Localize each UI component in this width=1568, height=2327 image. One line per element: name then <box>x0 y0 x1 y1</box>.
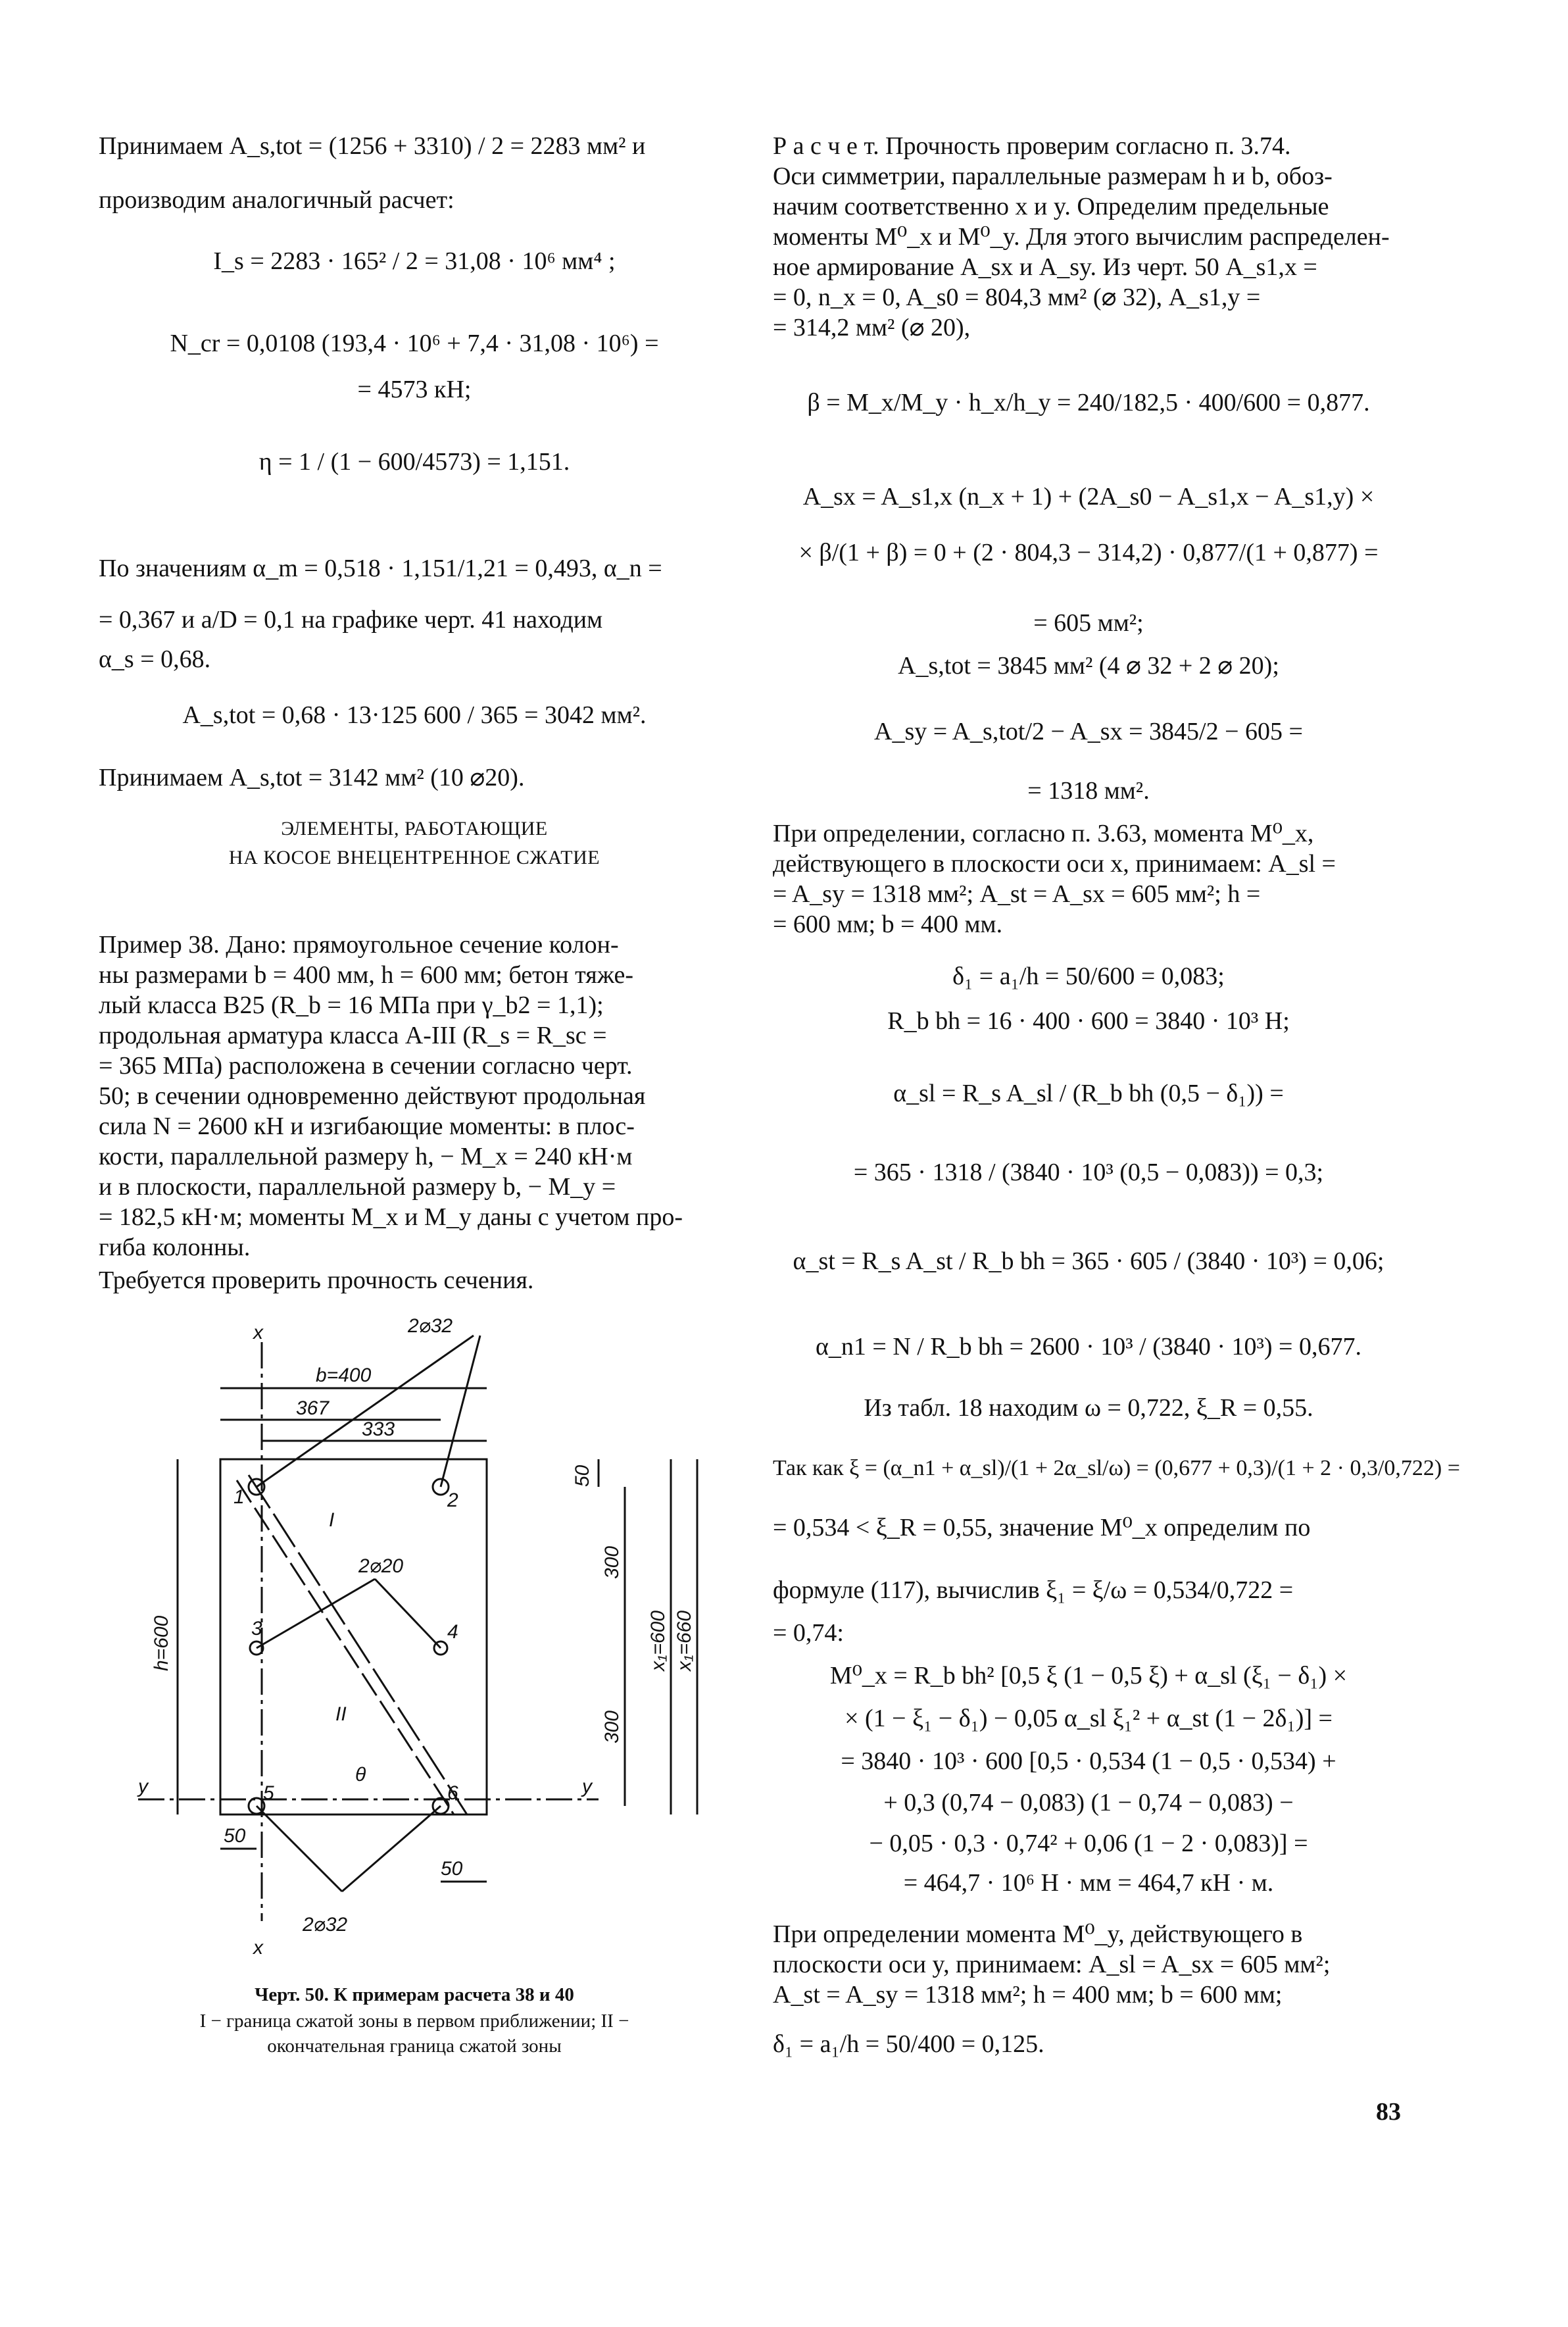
leader-bottom-bars <box>342 1806 441 1891</box>
leader-top-bars <box>257 1336 474 1487</box>
formula-line: α_sl = R_s A_sl / (R_b bh (0,5 − δ₁)) = <box>893 1080 1284 1107</box>
text-line: и в плоскости, параллельной размеру b, − M_y = <box>99 1173 616 1201</box>
formula-line: I_s = 2283 · 165² / 2 = 31,08 · 10⁶ мм⁴ ; <box>213 247 616 275</box>
formula-line: × β/(1 + β) = 0 + (2 · 804,3 − 314,2) · 0,877/(1 + 0,877) = <box>798 539 1379 566</box>
text-line: = 0,74: <box>773 1619 844 1647</box>
formula-line: = 4573 кН; <box>357 376 472 403</box>
text-line: ны размерами b = 400 мм, h = 600 мм; бетон тяже- <box>99 961 633 989</box>
label-50-bottom-left: 50 <box>224 1825 246 1847</box>
text-line: 50; в сечении одновременно действуют продольная <box>99 1082 646 1110</box>
leader-top-bars <box>441 1336 480 1487</box>
zone-boundary-I <box>237 1480 454 1814</box>
formula-line: = 365 · 1318 / (3840 · 10³ (0,5 − 0,083)) = 0,3; <box>853 1159 1324 1186</box>
formula-line: + 0,3 (0,74 − 0,083) (1 − 0,74 − 0,083) − <box>883 1789 1294 1816</box>
text-line: По значениям α_m = 0,518 · 1,151/1,21 = 0,493, α_n = <box>99 555 662 582</box>
formula-line: α_st = R_s A_st / R_b bh = 365 · 605 / (3840 · 10³) = 0,06; <box>793 1247 1384 1275</box>
text-line: плоскости оси y, принимаем: A_sl = A_sx = 605 мм²; <box>773 1951 1331 1978</box>
text-line: сила N = 2600 кН и изгибающие моменты: в плос- <box>99 1113 635 1140</box>
label-middle-bars: 2⌀20 <box>358 1555 404 1577</box>
label-axis-y-left: y <box>138 1776 148 1797</box>
label-300-top: 300 <box>601 1545 623 1579</box>
label-h: h=600 <box>151 1615 172 1671</box>
figure-caption-title: Черт. 50. К примерам расчета 38 и 40 <box>255 1984 574 2005</box>
formula-line: = 464,7 · 10⁶ Н · мм = 464,7 кН · м. <box>903 1869 1274 1897</box>
label-bar-1: 1 <box>233 1486 245 1508</box>
label-axis-y-right: y <box>582 1776 592 1797</box>
text-line: При определении момента M⁰_y, действующего в <box>773 1920 1303 1948</box>
formula-line: M⁰_x = R_b bh² [0,5 ξ (1 − 0,5 ξ) + α_sl (ξ₁ − δ₁) × <box>829 1662 1348 1689</box>
figure-caption-line: окончательная граница сжатой зоны <box>267 2036 562 2057</box>
text-line: Пример 38. Дано: прямоугольное сечение колон- <box>99 931 619 959</box>
text-line: = 0,534 < ξ_R = 0,55, значение M⁰_x определим по <box>773 1514 1311 1541</box>
label-367: 367 <box>296 1397 330 1419</box>
formula-line: A_s,tot = 3845 мм² (4 ⌀ 32 + 2 ⌀ 20); <box>898 652 1279 680</box>
label-x1-600: x₁=600 <box>647 1610 669 1671</box>
text-line: = 182,5 кН·м; моменты M_x и M_y даны с учетом про- <box>99 1203 683 1231</box>
label-zone-II: II <box>335 1703 347 1725</box>
text-line: α_s = 0,68. <box>99 645 211 673</box>
section-heading: ЭЛЕМЕНТЫ, РАБОТАЮЩИЕ <box>281 818 548 839</box>
label-x1-660: x₁=660 <box>674 1610 695 1671</box>
label-300-bottom: 300 <box>601 1710 623 1743</box>
label-bar-4: 4 <box>447 1621 458 1643</box>
text-line: Р а с ч е т. Прочность проверим согласно п. 3.74. <box>773 132 1291 160</box>
text-line: продольная арматура класса А-III (R_s = R_sc = <box>99 1022 607 1049</box>
label-axis-x-bottom: x <box>253 1937 263 1959</box>
label-bar-2: 2 <box>447 1489 458 1511</box>
formula-line: δ₁ = a₁/h = 50/600 = 0,083; <box>952 963 1225 990</box>
label-zone-I: I <box>329 1509 335 1531</box>
page-number: 83 <box>1376 2098 1401 2126</box>
formula-line: R_b bh = 16 · 400 · 600 = 3840 · 10³ Н; <box>887 1007 1290 1035</box>
text-line: Принимаем A_s,tot = (1256 + 3310) / 2 = 2283 мм² и <box>99 132 646 160</box>
leader-middle-bars <box>375 1579 441 1648</box>
formula-line: β = M_x/M_y · h_x/h_y = 240/182,5 · 400/600 = 0,877. <box>807 389 1370 416</box>
formula-line: A_sx = A_s1,x (n_x + 1) + (2A_s0 − A_s1,x − A_s1,y) × <box>802 483 1375 511</box>
leader-middle-bars <box>257 1579 375 1648</box>
formula-line: A_sy = A_s,tot/2 − A_sx = 3845/2 − 605 = <box>874 718 1303 745</box>
text-line: = A_sy = 1318 мм²; A_st = A_sx = 605 мм²; h = <box>773 880 1261 908</box>
figure-caption-line: I − граница сжатой зоны в первом приближении; II − <box>199 2011 629 2032</box>
text-line: гиба колонны. <box>99 1234 251 1261</box>
text-line: = 600 мм; b = 400 мм. <box>773 911 1003 938</box>
text-line: = 365 МПа) расположена в сечении согласно черт. <box>99 1052 633 1080</box>
formula-line: A_s,tot = 0,68 · 13·125 600 / 365 = 3042 мм². <box>182 701 647 729</box>
formula-line: = 1318 мм². <box>1027 777 1150 805</box>
label-bar-6: 6 <box>447 1782 458 1804</box>
label-bottom-bars: 2⌀32 <box>303 1914 348 1936</box>
text-line: производим аналогичный расчет: <box>99 186 454 214</box>
label-axis-x-top: x <box>253 1322 263 1343</box>
text-line: формуле (117), вычислив ξ₁ = ξ/ω = 0,534/0,722 = <box>773 1576 1294 1604</box>
formula-line: η = 1 / (1 − 600/4573) = 1,151. <box>258 448 570 476</box>
section-drawing <box>99 1303 730 1961</box>
text-line: Оси симметрии, параллельные размерам h и b, обоз- <box>773 163 1333 190</box>
formula-line: = 605 мм²; <box>1033 609 1144 637</box>
text-line: = 314,2 мм² (⌀ 20), <box>773 314 971 341</box>
label-top-bars: 2⌀32 <box>408 1315 453 1337</box>
formula-line: δ₁ = a₁/h = 50/400 = 0,125. <box>773 2030 1044 2058</box>
text-line: ное армирование A_sx и A_sy. Из черт. 50 A_s1,x = <box>773 253 1317 281</box>
text-line: кости, параллельной размеру h, − M_x = 240 кН·м <box>99 1143 633 1170</box>
label-50-bottom-right: 50 <box>441 1858 463 1880</box>
text-line: действующего в плоскости оси x, принимаем: A_sl = <box>773 850 1336 878</box>
text-line: Принимаем A_s,tot = 3142 мм² (10 ⌀20). <box>99 764 525 791</box>
text-line: начим соответственно x и y. Определим предельные <box>773 193 1329 220</box>
formula-line: − 0,05 · 0,3 · 0,74² + 0,06 (1 − 2 · 0,083)] = <box>869 1830 1308 1857</box>
text-line: При определении, согласно п. 3.63, момента M⁰_x, <box>773 820 1314 847</box>
formula-line: × (1 − ξ₁ − δ₁) − 0,05 α_sl ξ₁² + α_st (1 − 2δ₁)] = <box>845 1705 1333 1732</box>
text-line: = 0,367 и a/D = 0,1 на графике черт. 41 находим <box>99 606 603 634</box>
text-line: Из табл. 18 находим ω = 0,722, ξ_R = 0,55. <box>864 1394 1313 1422</box>
formula-line: Так как ξ = (α_n1 + α_sl)/(1 + 2α_sl/ω) = (0,677 + 0,3)/(1 + 2 · 0,3/0,722) = <box>773 1456 1460 1480</box>
formula-line: N_cr = 0,0108 (193,4 · 10⁶ + 7,4 · 31,08 · 10⁶) = <box>170 330 659 357</box>
label-50-right: 50 <box>572 1464 593 1487</box>
text-line: = 0, n_x = 0, A_s0 = 804,3 мм² (⌀ 32), A_s1,y = <box>773 284 1261 311</box>
label-b: b=400 <box>316 1364 372 1386</box>
formula-line: = 3840 · 10³ · 600 [0,5 · 0,534 (1 − 0,5 · 0,534) + <box>841 1747 1336 1775</box>
text-line: моменты M⁰_x и M⁰_y. Для этого вычислим распределен- <box>773 223 1390 251</box>
text-line: Требуется проверить прочность сечения. <box>99 1266 534 1294</box>
text-line: лый класса В25 (R_b = 16 МПа при γ_b2 = 1,1); <box>99 991 604 1019</box>
leader-bottom-bars <box>257 1806 342 1891</box>
formula-line: α_n1 = N / R_b bh = 2600 · 10³ / (3840 · 10³) = 0,677. <box>815 1333 1361 1361</box>
label-theta: θ <box>355 1764 366 1786</box>
section-heading: НА КОСОЕ ВНЕЦЕНТРЕННОЕ СЖАТИЕ <box>228 847 600 868</box>
label-bar-3: 3 <box>251 1618 262 1639</box>
text-line: A_st = A_sy = 1318 мм²; h = 400 мм; b = 600 мм; <box>773 1981 1283 2009</box>
label-333: 333 <box>362 1418 395 1440</box>
label-bar-5: 5 <box>263 1782 274 1804</box>
